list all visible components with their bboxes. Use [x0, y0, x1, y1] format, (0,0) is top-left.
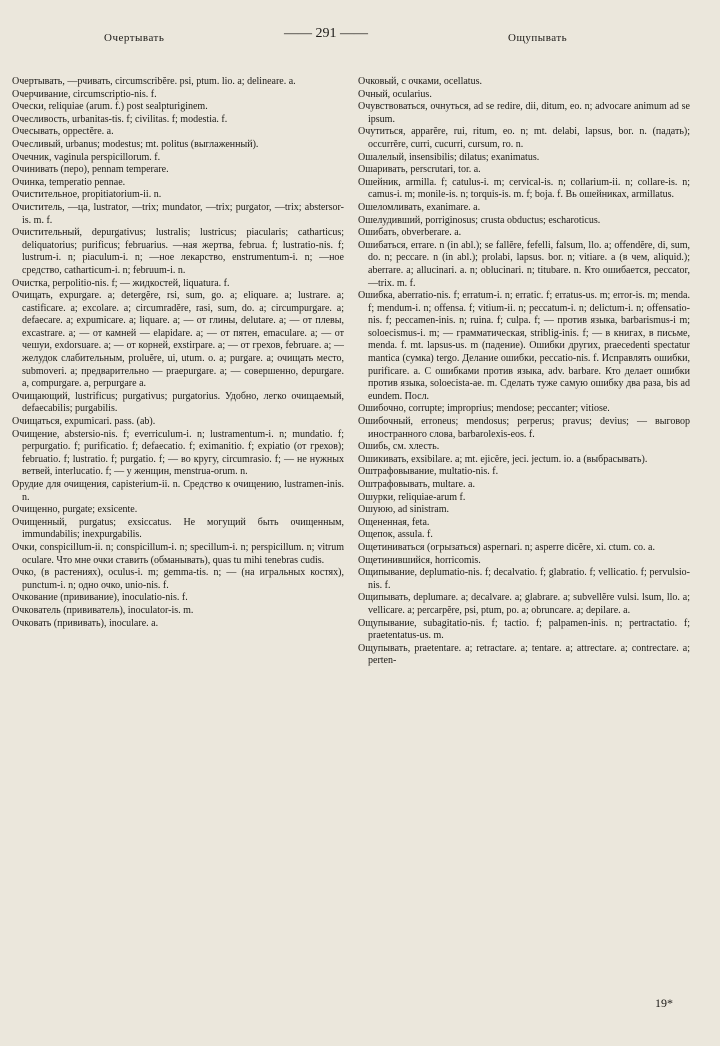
dictionary-entry: Ощупывать, praetentare. a; retractare. a; tentare. a; attrectare. a; contrectare. a; perten- — [358, 642, 690, 667]
running-head-right: Ощупывать — [508, 32, 568, 44]
left-column — [12, 76, 344, 1021]
dictionary-entry: Ошурки, reliquiae-arum f. — [358, 491, 466, 503]
dictionary-entry: Очерчивание, circumscriptio-nis. f. — [12, 88, 157, 100]
dictionary-entry: Очистка, perpolitio-nis. f; — жидкостей, liquatura. f. — [12, 277, 230, 289]
dictionary-entry: Ошикивать, exsibilare. a; mt. ejicĕre, jeci. jectum. io. a (выбрасывать). — [358, 453, 648, 465]
dictionary-entry: Очинка, temperatio pennae. — [12, 176, 126, 188]
page-number: —— 291 —— — [284, 26, 368, 41]
dictionary-entry: Очковать (прививать), inoculare. a. — [12, 617, 159, 629]
dictionary-entry: Очистительное, propitiatorium-ii. n. — [12, 189, 162, 201]
dictionary-entry: Очки, conspicillum-ii. n; conspicillum-i. n; specillum-i. n; perspicillum. n; vitrum oculare. Что мне очки ставить (обманывать), quas tu mihi tenebras cudis. — [12, 541, 344, 566]
dictionary-entry: Ошибочно, corrupte; improprius; mendose; peccanter; vitiose. — [358, 403, 610, 415]
running-head-left: Очертывать — [104, 32, 165, 44]
dictionary-entry: Ошибаться, errare. n (in abl.); se fallĕre, fefelli, falsum, llo. a; offendĕre, di, sum, do. n; peccare. n (in abl.); prolabi, lapsus. bor. n; vitiare. a (в чем, aliquid.); aberrare. a; allucinari. a. n; oblucinari. n; titubare. n. Кто ошибается, peccator, —trix. m. f. — [358, 239, 690, 289]
dictionary-entry: Очечник, vaginula perspicillorum. f. — [12, 151, 161, 163]
dictionary-entry: Очко, (в растениях), oculus-i. m; gemma-tis. n; — (на игральных костях), punctum-i. n; одно очко, unio-nis. f. — [12, 567, 344, 591]
dictionary-entry: Очищаться, expumicari. pass. (ab). — [12, 416, 156, 428]
dictionary-entry: Очутиться, apparĕre, rui, ritum, eo. n; mt. delabi, lapsus, bor. n. (падать); occurrĕre, curri, cucurri, cursum, ro. n. — [358, 126, 690, 150]
dictionary-entry: Ошибка, aberratio-nis. f; erratum-i. n; erratic. f; erratus-us. m; error-is. m; menda. f; mendum-i. n; offensa. f; vitium-ii. n; peccatum-i. n; delictum-i. n; offensatio-nis. f; peccamen-inis. n; ruina. f; culpa. f; — против языка, barbarismus-i m; soloecismus-i. m; — грамматическая, striblig-inis. f; — в книгах, в письме, menda. f. mt. lapsus-us. m (падение). Ошибки других, praecedenti spectatur mantica (сумка) tergo. Делание ошибки, peccatio-nis. f. Исправлять ошибки, purificare. a. С ошибками против языка, adv. barbare. Кто делает ошибки против языка, soloecista-ae. m. Сделать туже самую ошибку два раза, bis ad eundem. Посл. — [358, 290, 690, 402]
dictionary-entry: Очный, ocularius. — [358, 88, 432, 100]
dictionary-entry: Очесывать, oppectĕre. a. — [12, 126, 114, 138]
dictionary-entry: Ошибь, см. хлесть. — [358, 441, 440, 453]
dictionary-entry: Очищение, abstersio-nis. f; everriculum-i. n; lustramentum-i. n; mundatio. f; perpurgatio. f; purificatio. f; defaecatio. f; eximanitio. f; expiatio (от грехов); februatio. f; lustratio. f; purgatio. f; — во кругу, circumrasio. f; — не нужных ветвей, interlucatio. f; — у женщин, menstrua-orum. n. — [12, 428, 344, 478]
dictionary-entry: Ощипывание, deplumatio-nis. f; decalvatio. f; glabratio. f; vellicatio. f; pervulsio-nis. f. — [358, 567, 690, 591]
page-header — [0, 20, 720, 60]
dictionary-entry: Очищенно, purgate; exsicente. — [12, 504, 138, 516]
dictionary-entry: Очесливость, urbanitas-tis. f; civilitas. f; modestia. f. — [12, 113, 228, 125]
dictionary-entry: Ощипывать, deplumare. a; decalvare. a; glabrare. a; subvellĕre vulsi. lsum, llo. a; vellicare. a; percarpĕre, psi, ptum, po. a; obruncare. a; depilare. a. — [358, 592, 690, 616]
dictionary-entry: Ошаривать, perscrutari, tor. a. — [358, 164, 481, 176]
dictionary-entry: Ощетиниваться (огрызаться) aspernari. n; asperre dicĕre, xi. ctum. co. a. — [358, 541, 655, 553]
dictionary-entry: Ошалелый, insensibilis; dilatus; exanimatus. — [358, 151, 540, 163]
dictionary-entry: Очертывать, —рчивать, circumscribĕre. psi, ptum. lio. a; delineare. a. — [12, 76, 296, 87]
dictionary-entry: Оштрафовывать, multare. a. — [358, 479, 475, 490]
dictionary-entry: Очески, reliquiae (arum. f.) post sealpturiginem. — [12, 101, 208, 113]
dictionary-entry: Ощетинившийся, horricomis. — [358, 554, 481, 566]
dictionary-entry: Ощупывание, subagitatio-nis. f; tactio. f; palpamen-inis. n; pertractatio. f; praetentatus-us. m. — [358, 617, 690, 642]
dictionary-entry: Очесливый, urbanus; modestus; mt. politus (выглаженный). — [12, 138, 259, 150]
dictionary-entry: Ошелудивший, porriginosus; crusta obductus; escharoticus. — [358, 214, 601, 226]
dictionary-entry: Ошибать, obverberare. a. — [358, 227, 462, 239]
dictionary-entry: Очкователь (прививатель), inoculator-is. m. — [12, 604, 194, 616]
dictionary-entry: Очистительный, depurgativus; lustralis; lustricus; piacularis; catharticus; deliquatorius; purificus; februarius. —ная жертва, februa. f; lustratio-nis. f; lustrum-i. n; piaculum-i. n; —ное лекарство, enstrumentum-i. n; —ное средство, catharticum-i. n; februum-i. n. — [12, 227, 344, 276]
dictionary-entry: Ошуюю, ad sinistram. — [358, 504, 449, 516]
dictionary-entry: Очинивать (перо), pennam temperare. — [12, 164, 169, 176]
dictionary-entry: Оштрафовывание, multatio-nis. f. — [358, 466, 499, 478]
dictionary-entry: Ощепок, assula. f. — [358, 529, 433, 541]
dictionary-entry: Очувствоваться, очнуться, ad se redire, dii, ditum, eo. n; advocare animum ad se ipsum. — [358, 101, 690, 125]
dictionary-entry: Очищающий, lustrificus; purgativus; purgatorius. Удобно, легко очищаемый, defaecabilis; purgabilis. — [12, 390, 344, 415]
dictionary-entry: Очиститель, —ца, lustrator, —trix; mundator, —trix; purgator, —trix; abstersor-is. m. f. — [12, 201, 344, 226]
dictionary-entry: Ошейник, armilla. f; catulus-i. m; cervical-is. n; collarium-ii. n; collare-is. n; camus-i. m; monile-is. n; torquis-is. m. f; boja. f. Вь ошейниках, armillatus. — [358, 176, 690, 201]
dictionary-entry: Очищенный, purgatus; exsiccatus. Не могущий быть очищенным, immundabilis; inexpurgabilis. — [12, 516, 344, 541]
dictionary-entry: Очковый, с очками, ocellatus. — [358, 76, 482, 87]
dictionary-entry: Ошеломливать, exanimare. a. — [358, 201, 481, 213]
dictionary-entry: Очкование (прививание), inoculatio-nis. f. — [12, 592, 188, 604]
dictionary-entry: Орудие для очищения, capisterium-ii. n. Средство к очищению, lustramen-inis. n. — [12, 479, 344, 503]
dictionary-entry: Ошибочный, erroneus; mendosus; perperus; pravus; devius; — выговор иностранного слова, barbarolexis-eos. f. — [358, 416, 690, 440]
right-column — [358, 76, 690, 996]
dictionary-entry: Очищать, expurgare. a; detergĕre, rsi, sum, go. a; eliquare. a; lustrare. a; castificare. a; excolare. a; circumradĕre, rasi, sum, do. a; circumpurgare. a; defaecare. a; expumicare. a; liquare. a; — от глины, delutare. a; — от плевы, excastrare. a; — от камней — elapidare. a; — от пятен, emaculare. a; — от чешуи, exdorsuare. a; — от корней, exstirpare. a; — от грехов, februare. a; — желудок слабительным, proluĕre, ui, utum. o. a; purgare. a; очищать место, submoveri. a; предварительно — praepurgare. a; — совершенно, depurgare. a, compurgare. a, perpurgare a. — [12, 290, 344, 390]
signature-mark: 19* — [655, 996, 673, 1010]
dictionary-entry: Ощененная, feta. — [358, 516, 430, 528]
